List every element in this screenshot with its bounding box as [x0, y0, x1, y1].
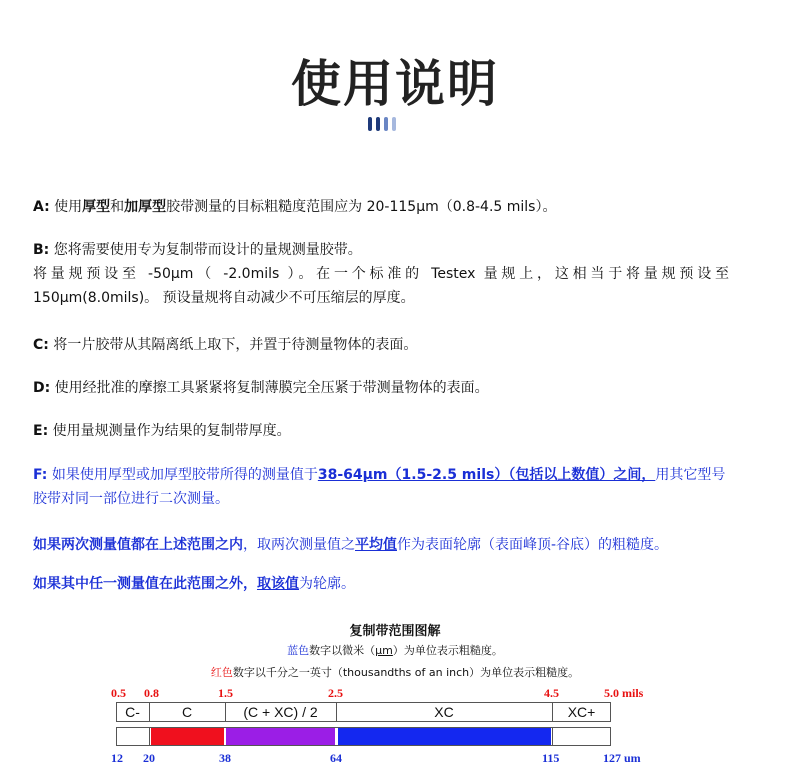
mils-tick-3: 2.5 — [328, 686, 343, 700]
page-title: 使用说明 — [291, 55, 499, 113]
bar-segment-red — [151, 728, 224, 745]
text-h-bold1: 如果其中任一测量值在此范围之外， — [33, 576, 257, 592]
mils-tick-5 — [604, 686, 643, 701]
mils-tick-2: 1.5 — [218, 686, 233, 700]
text-b-line2: 将量规预设至 -50μm（ -2.0mils ）。在一个标准的 Testex 量规上，这相当于将量规预设至 150μm(8.0mils)。 预设量规将自动减少不可压缩层的厚度。 — [33, 266, 729, 306]
figure-caption-blue — [0, 642, 790, 658]
range-cell-xc: XC — [434, 704, 454, 720]
um-tick-2: 38 — [219, 751, 231, 765]
mils-unit: mils — [622, 686, 644, 700]
instruction-b — [33, 238, 729, 310]
instruction-c — [33, 333, 729, 357]
text-b-line1: 您将需要使用专为复制带而设计的量规测量胶带。 — [49, 242, 362, 258]
text-f-range: 38-64μm（1.5-2.5 mils）（包括以上数值）之间， — [317, 467, 656, 483]
text-a-bold1: 厚型 — [82, 199, 111, 215]
step-label-f: F: — [33, 467, 48, 483]
caption-unit: μm — [375, 644, 393, 657]
range-cell-xc-plus: XC+ — [567, 704, 596, 720]
caption-blue-rest-a: 数字以微米（ — [309, 644, 376, 657]
um-tick-3: 64 — [330, 751, 342, 765]
text-h-post: 为轮廓。 — [299, 576, 355, 592]
text-c: 将一片胶带从其隔离纸上取下，并置于待测量物体的表面。 — [48, 337, 418, 353]
bar-divider — [552, 727, 553, 746]
caption-blue-rest-b: ）为单位表示粗糙度。 — [392, 644, 503, 657]
figure-caption-red — [0, 664, 790, 680]
text-g-average: 平均值 — [355, 537, 397, 553]
note-out-of-range — [33, 572, 729, 596]
instruction-a — [33, 195, 729, 219]
bar-divider — [149, 727, 150, 746]
range-cell-c-minus: C- — [125, 704, 140, 720]
um-tick-4: 115 — [542, 751, 560, 765]
text-a-bold2: 加厚型 — [124, 199, 167, 215]
text-d: 使用经批准的摩擦工具紧紧将复制薄膜完全压紧于带测量物体的表面。 — [50, 380, 489, 396]
mils-tick-0: 0.5 — [111, 686, 126, 700]
caption-blue-word: 蓝色 — [287, 644, 310, 657]
step-label-d: D: — [33, 380, 51, 396]
um-tick-1: 20 — [143, 751, 155, 765]
text-g-mid: ，取两次测量值之 — [243, 537, 355, 553]
step-label-a: A: — [33, 199, 50, 215]
text-g-post: 作为表面轮廓（表面峰顶-谷底）的粗糙度。 — [397, 537, 669, 553]
instruction-e — [33, 419, 729, 443]
text-a-mid: 和 — [110, 199, 125, 215]
um-tick-0: 12 — [111, 751, 123, 765]
instruction-f — [33, 463, 733, 511]
figure-title: 复制带范围图解 — [349, 624, 441, 639]
step-label-e: E: — [33, 423, 49, 439]
bar-segment-purple — [226, 728, 335, 745]
text-g-bold1: 如果两次测量值都在上述范围之内 — [33, 537, 243, 553]
um-unit: um — [624, 751, 641, 765]
um-tick-5 — [603, 751, 641, 766]
caption-red-rest: 数字以千分之一英寸（thousandths of an inch）为单位表示粗糙度。 — [232, 666, 580, 679]
range-cell-c: C — [181, 704, 193, 720]
text-f-pre: 如果使用厚型或加厚型胶带所得的测量值于 — [47, 467, 318, 483]
mils-tick-1: 0.8 — [144, 686, 159, 700]
step-label-b: B: — [33, 242, 50, 258]
text-a-pre: 使用 — [49, 199, 83, 215]
text-e: 使用量规测量作为结果的复制带厚度。 — [48, 423, 291, 439]
note-both-in-range — [33, 533, 753, 557]
text-f-post: 用其它型号胶带对同一部位进行二次测量。 — [33, 467, 726, 507]
text-h-bold2: 取该值 — [257, 576, 299, 592]
caption-red-word: 红色 — [210, 666, 233, 679]
mils-tick-4: 4.5 — [544, 686, 559, 700]
mils-tick-5-value: 5.0 — [604, 686, 619, 700]
bar-segment-blue — [338, 728, 551, 745]
text-a-post: 胶带测量的目标粗糙度范围应为 20-115μm（0.8-4.5 mils）。 — [166, 199, 557, 215]
um-tick-5-value: 127 — [603, 751, 621, 765]
instruction-d — [33, 376, 729, 400]
step-label-c: C: — [33, 337, 49, 353]
range-cell-c-xc: (C + XC) / 2 — [243, 704, 318, 720]
